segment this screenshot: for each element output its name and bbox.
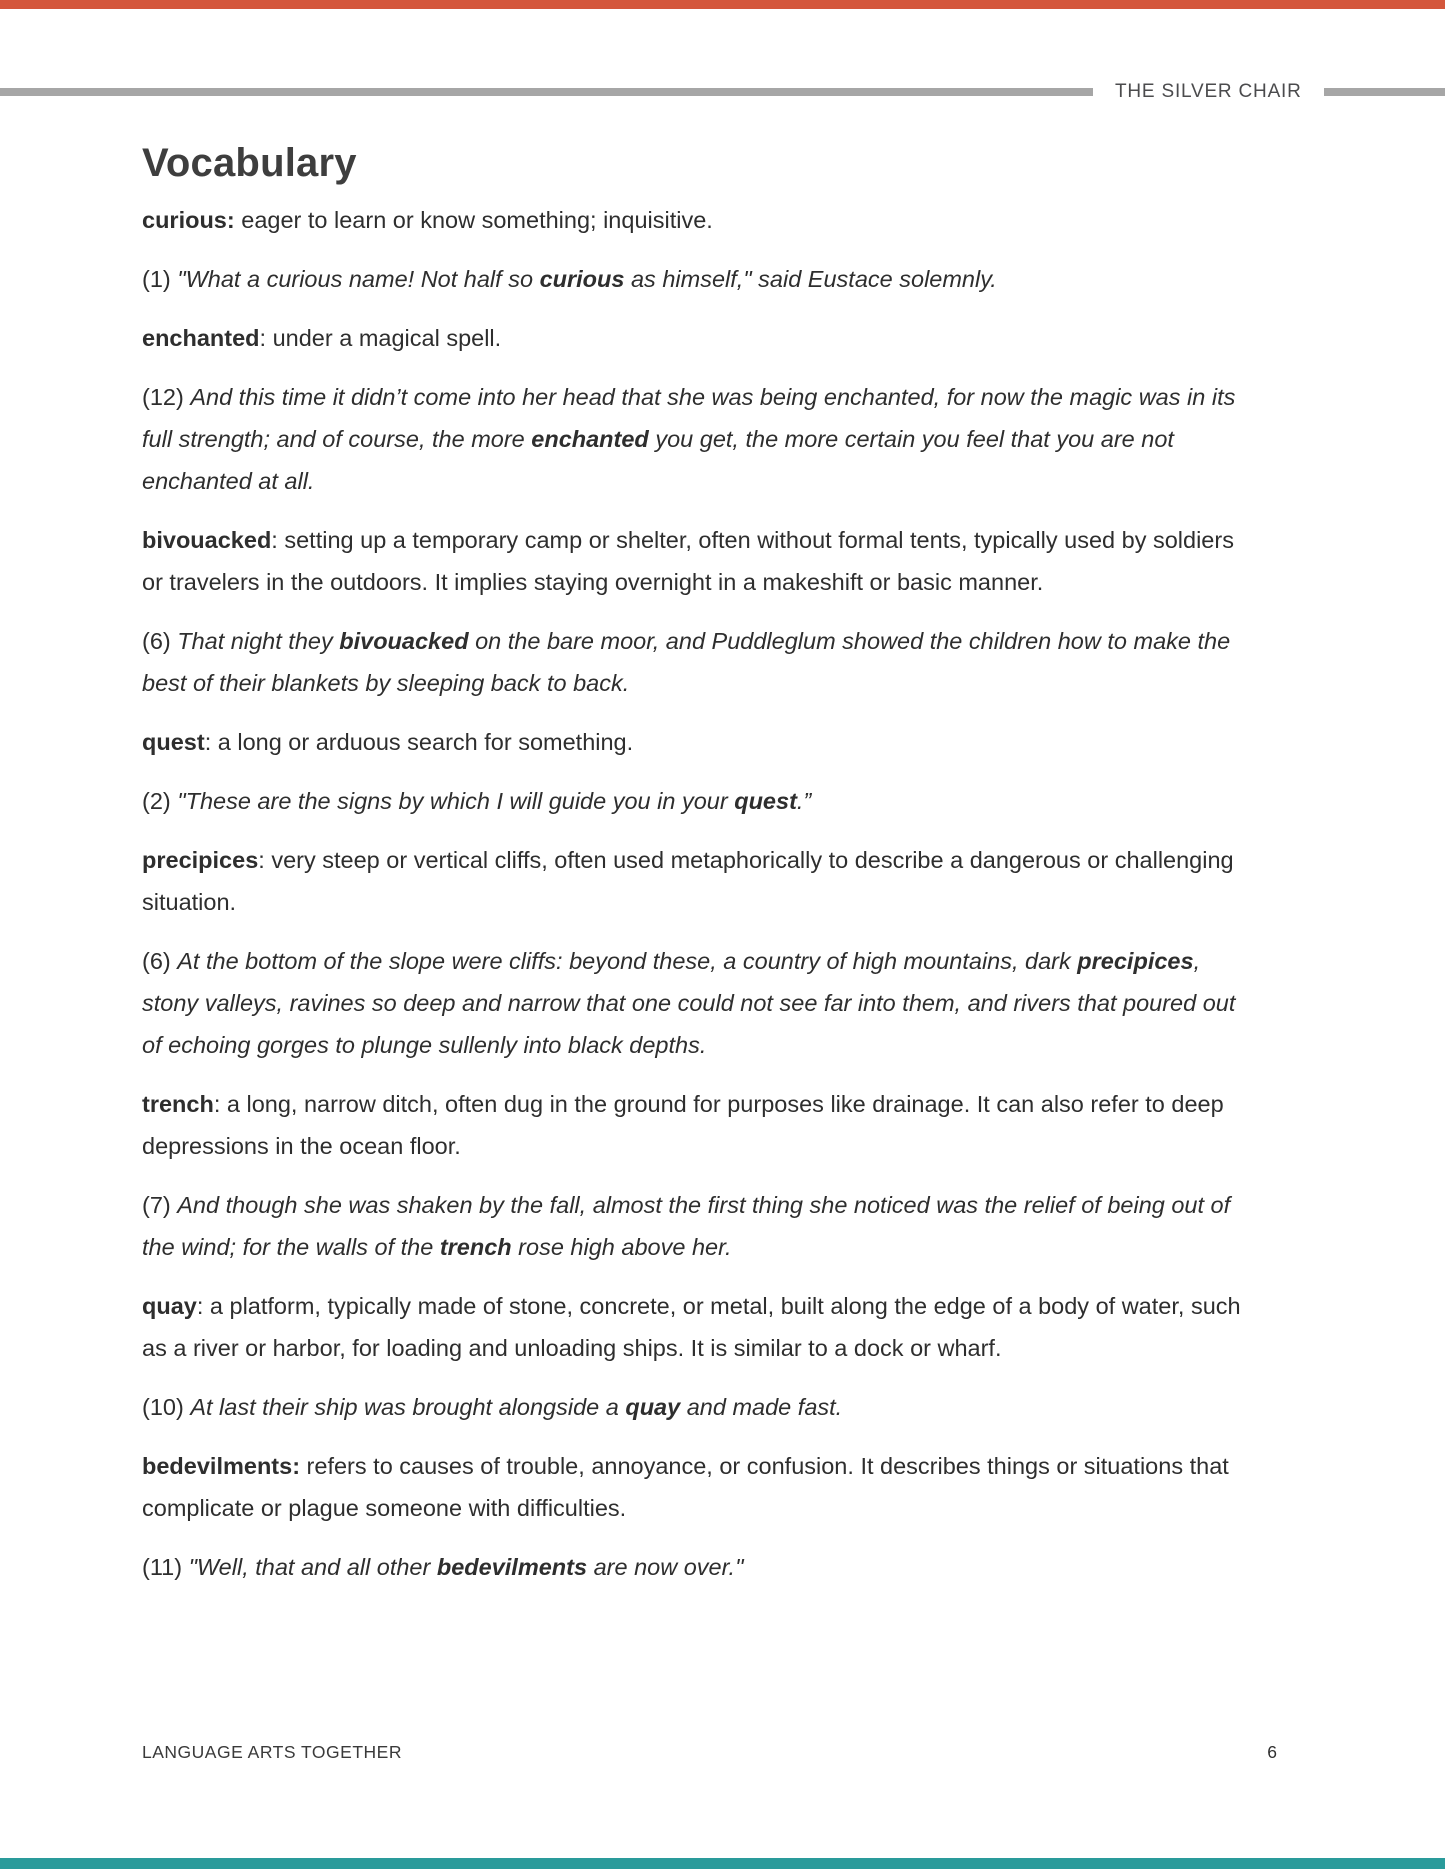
definition-paragraph	[142, 1285, 1242, 1369]
text-segment: precipices	[1077, 948, 1194, 974]
footer-brand: LANGUAGE ARTS TOGETHER	[142, 1742, 402, 1762]
top-accent-bar	[0, 0, 1445, 9]
definition-paragraph	[142, 519, 1242, 603]
text-segment: .”	[796, 788, 812, 814]
text-segment: curious	[539, 266, 625, 292]
quote-paragraph	[142, 620, 1242, 704]
text-segment: , stony valleys, ravines so deep and narrow that one could not see far into them, and rivers that poured out of echoing gorges to plunge sullenly into black depths.	[142, 948, 1236, 1058]
text-segment: (7)	[142, 1192, 178, 1218]
definition-paragraph	[142, 199, 1242, 241]
text-segment: enchanted	[142, 325, 260, 351]
text-segment: on the bare moor, and Puddleglum showed the children how to make the best of their blankets by sleeping back to back.	[142, 628, 1231, 696]
text-segment: quay	[625, 1394, 681, 1420]
quote-paragraph	[142, 780, 1242, 822]
header-rule-right	[1324, 88, 1445, 96]
text-segment: bedevilments	[436, 1554, 588, 1580]
text-segment: And though she was shaken by the fall, almost the first thing she noticed was the relief of being out of the wind; for the walls of the	[142, 1192, 1231, 1260]
text-segment: "Well, that and all other	[188, 1554, 437, 1580]
text-segment: precipices	[142, 847, 259, 873]
text-segment: and made fast.	[680, 1394, 843, 1420]
text-segment: rose high above her.	[511, 1234, 732, 1260]
text-segment: : very steep or vertical cliffs, often used metaphorically to describe a dangerous or challenging situation.	[142, 847, 1234, 915]
text-segment: (6)	[142, 948, 178, 974]
text-segment: are now over."	[587, 1554, 744, 1580]
definition-paragraph	[142, 721, 1242, 763]
text-segment: trench	[439, 1234, 512, 1260]
text-segment: "These are the signs by which I will guide you in your	[177, 788, 735, 814]
definition-paragraph	[142, 317, 1242, 359]
text-segment: eager to learn or know something; inquisitive.	[234, 207, 713, 233]
text-segment: bedevilments:	[142, 1453, 301, 1479]
text-segment: (10)	[142, 1394, 191, 1420]
text-segment: (1)	[142, 266, 178, 292]
quote-paragraph	[142, 1386, 1242, 1428]
text-segment: And this time it didn’t come into her head that she was being enchanted, for now the magic was in its full strength; and of course, the more	[142, 384, 1236, 452]
text-segment: enchanted	[531, 426, 649, 452]
text-segment: "What a curious name! Not half so	[177, 266, 540, 292]
definition-paragraph	[142, 1445, 1242, 1529]
vocabulary-entries	[142, 199, 1242, 1588]
text-segment: as himself," said Eustace solemnly.	[624, 266, 997, 292]
book-title: THE SILVER CHAIR	[1115, 81, 1302, 102]
page-number: 6	[1267, 1742, 1277, 1762]
text-segment: : a platform, typically made of stone, concrete, or metal, built along the edge of a body of water, such as a river or harbor, for loading and unloading ships. It is similar to a dock or wharf.	[142, 1293, 1241, 1361]
quote-paragraph	[142, 376, 1242, 502]
text-segment: At the bottom of the slope were cliffs: beyond these, a country of high mountains, dark	[177, 948, 1078, 974]
text-segment: : setting up a temporary camp or shelter, often without formal tents, typically used by soldiers or travelers in the outdoors. It implies staying overnight in a makeshift or basic manner.	[142, 527, 1234, 595]
text-segment: quay	[142, 1293, 197, 1319]
bottom-accent-bar	[0, 1858, 1445, 1869]
definition-paragraph	[142, 839, 1242, 923]
text-segment: bivouacked	[142, 527, 272, 553]
quote-paragraph	[142, 1184, 1242, 1268]
text-segment: bivouacked	[339, 628, 469, 654]
header-rule-left	[0, 88, 1093, 96]
quote-paragraph	[142, 940, 1242, 1066]
quote-paragraph	[142, 258, 1242, 300]
definition-paragraph	[142, 1083, 1242, 1167]
text-segment: curious:	[142, 207, 235, 233]
text-segment: (12)	[142, 384, 191, 410]
page-header	[0, 79, 1445, 105]
text-segment: trench	[142, 1091, 214, 1117]
text-segment: refers to causes of trouble, annoyance, or confusion. It describes things or situations that complicate or plague someone with difficulties.	[142, 1453, 1229, 1521]
text-segment: quest	[142, 729, 205, 755]
text-segment: (11)	[142, 1554, 189, 1580]
text-segment: That night they	[177, 628, 340, 654]
quote-paragraph	[142, 1546, 1242, 1588]
page-title: Vocabulary	[142, 141, 357, 185]
text-segment: you get, the more certain you feel that you are not enchanted at all.	[142, 426, 1174, 494]
text-segment: (2)	[142, 788, 178, 814]
text-segment: : a long or arduous search for something.	[204, 729, 634, 755]
text-segment: quest	[734, 788, 797, 814]
text-segment: : under a magical spell.	[259, 325, 502, 351]
text-segment: (6)	[142, 628, 178, 654]
text-segment: : a long, narrow ditch, often dug in the ground for purposes like drainage. It can also refer to deep depressions in the ocean floor.	[142, 1091, 1224, 1159]
page-footer	[142, 1742, 1277, 1763]
text-segment: At last their ship was brought alongside a	[190, 1394, 626, 1420]
